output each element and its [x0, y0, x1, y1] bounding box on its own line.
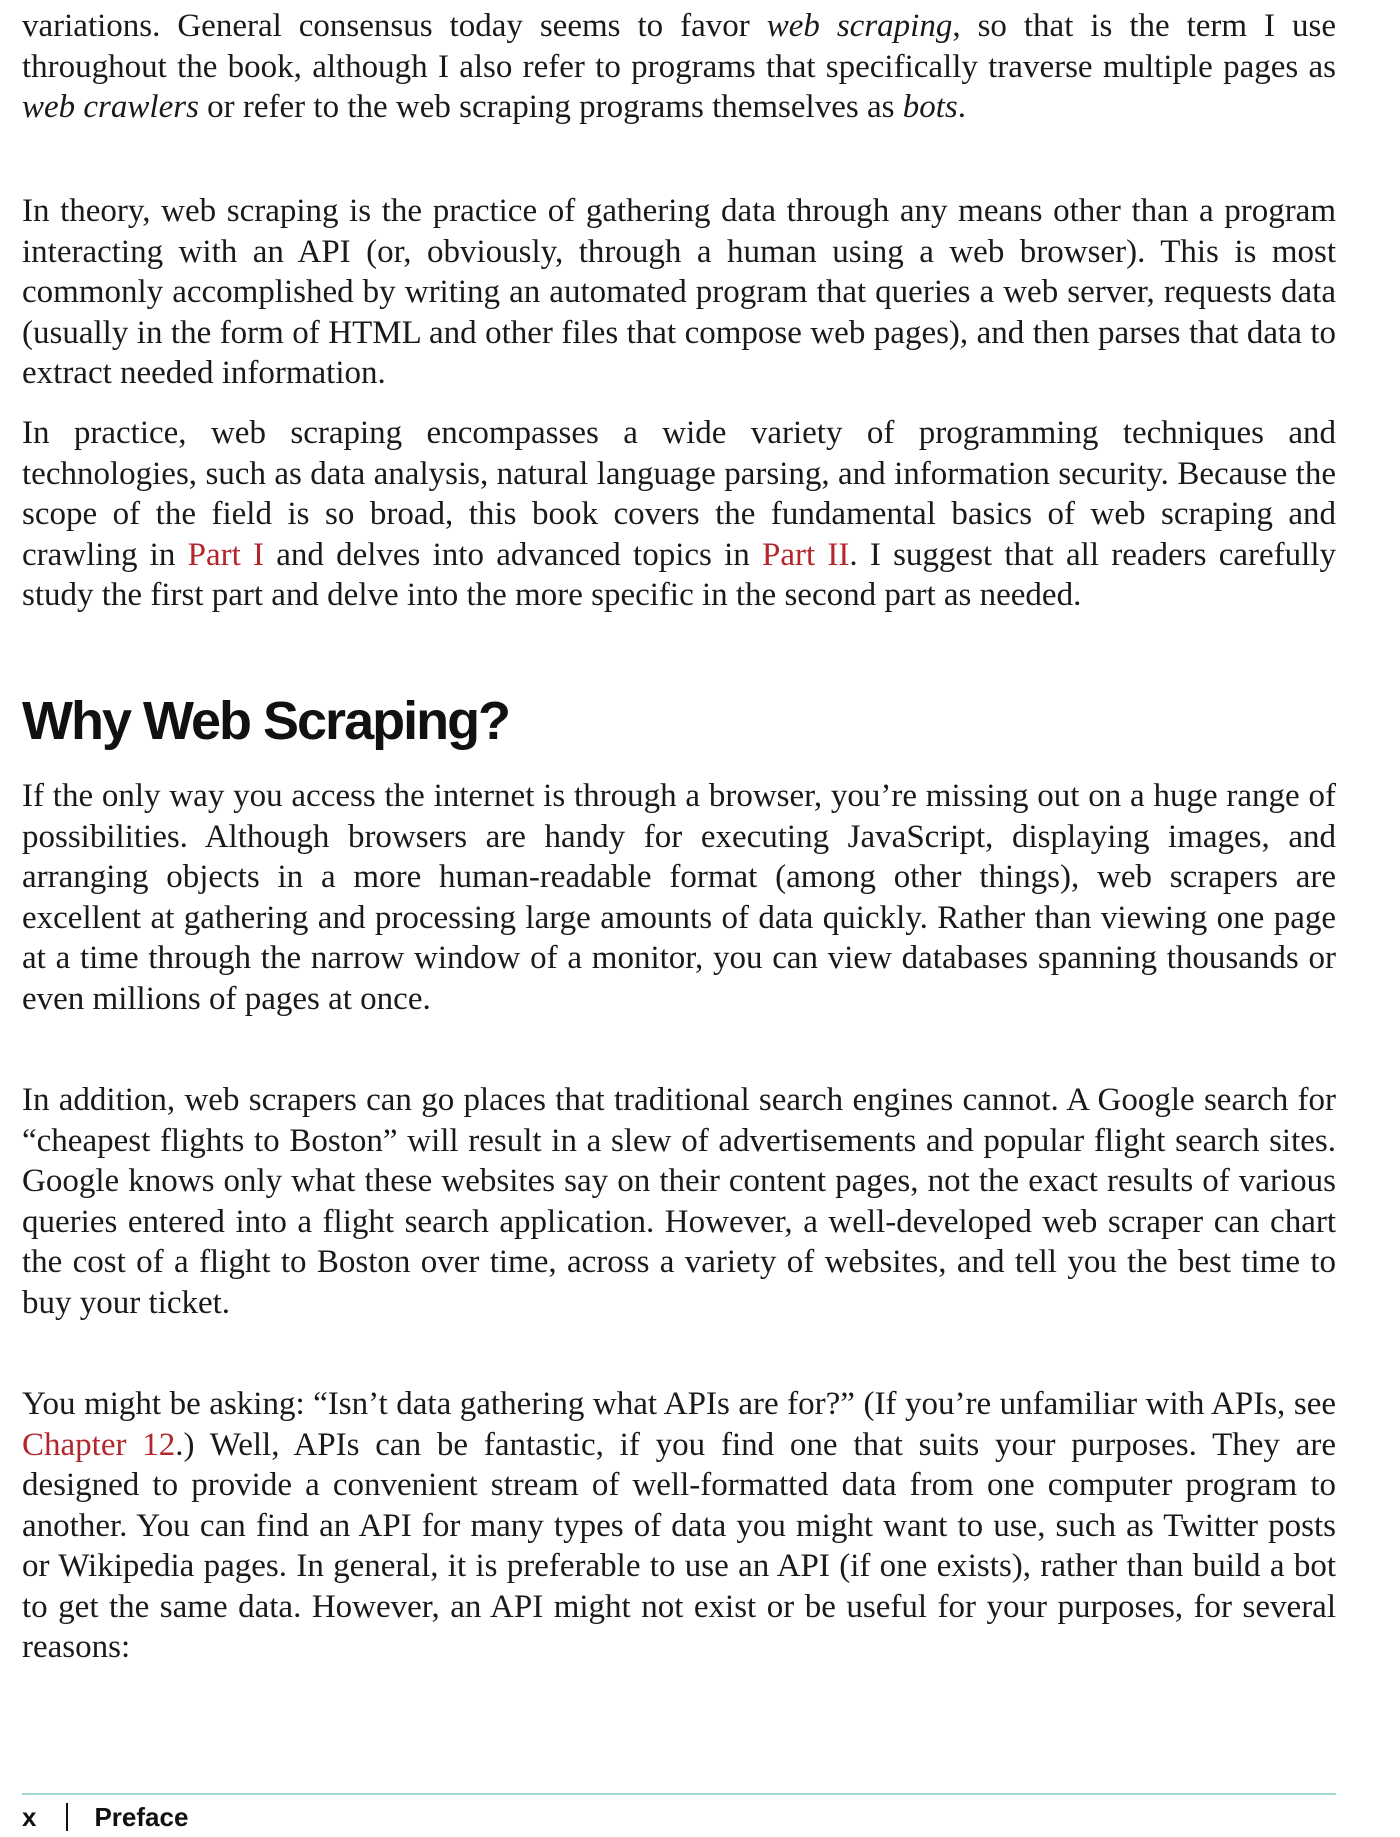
- text-run: and delves into advanced topics in: [263, 536, 762, 573]
- link-part-i[interactable]: Part I: [187, 536, 264, 573]
- page-footer: [22, 1800, 188, 1834]
- text-run: .) Well, APIs can be fantastic, if you find one that suits your purposes. They are designed to provide a convenient stream of well-formatted data from one computer program to another. You can find an API for many types of data you might want to use, such as Twitter posts or Wikipedia pages. In general, it is preferable to use an API (if one exists), rather than build a bot to get the same data. However, an API might not exist or be useful for your purposes, for several reasons:: [22, 1426, 1336, 1665]
- footer-separator: [66, 1803, 68, 1831]
- paragraph-browser-limits: If the only way you access the internet is through a browser, you’re missing out on a huge range of possibilities. Although browsers are handy for executing JavaScript, displaying images, and arranging objects in a more human-readable format (among other things), web scrapers are excellent at gathering and processing large amounts of data quickly. Rather than viewing one page at a time through the narrow window of a monitor, you can view databases spanning thousands or even millions of pages at once.: [22, 778, 1336, 1017]
- text-run: .: [957, 89, 966, 125]
- paragraph-in-practice: [22, 413, 1336, 616]
- text-run: In practice, web scraping encompasses a wide variety of programming techniques and technologies, such as data analysis, natural language parsing, and information security. Because the scope of the field is so broad, this book covers the fundamental basics of web scraping and crawling in: [22, 415, 1336, 573]
- paragraph-terminology: [22, 6, 1336, 128]
- italic-term-bots: bots: [902, 89, 958, 125]
- page-number: x: [22, 1802, 37, 1832]
- text-run: or refer to the web scraping programs themselves as: [198, 89, 903, 125]
- footer-section-title: Preface: [94, 1802, 189, 1832]
- paragraph-in-theory: In theory, web scraping is the practice of gathering data through any means other than a program interacting with an API (or, obviously, through a human using a web browser). This is most commonly accomplished by writing an automated program that queries a web server, requests data (usually in the form of HTML and other files that compose web pages), and then parses that data to extract needed information.: [22, 193, 1336, 391]
- text-run: , so that is the term I use throughout the book, although I also refer to programs that specifically traverse multiple pages as: [22, 8, 1337, 85]
- footer-divider: [22, 1793, 1336, 1795]
- paragraph-apis: [22, 1384, 1336, 1668]
- book-page: [22, 0, 1336, 1837]
- italic-term-web-scraping: web scraping: [766, 8, 953, 44]
- link-part-ii[interactable]: Part II: [762, 536, 850, 573]
- link-chapter-12[interactable]: Chapter 12: [22, 1426, 176, 1463]
- section-heading: Why Web Scraping?: [22, 691, 510, 751]
- text-run: . I suggest that all readers carefully study the first part and delve into the more specific in the second part as needed.: [22, 536, 1337, 613]
- text-run: You might be asking: “Isn’t data gathering what APIs are for?” (If you’re unfamiliar with APIs, see: [22, 1386, 1336, 1422]
- italic-term-web-crawlers: web crawlers: [22, 89, 199, 125]
- paragraph-search-engines: In addition, web scrapers can go places that traditional search engines cannot. A Google search for “cheapest flights to Boston” will result in a slew of advertisements and popular flight search sites. Google knows only what these websites say on their content pages, not the exact results of various queries entered into a flight search application. However, a well-developed web scraper can chart the cost of a flight to Boston over time, across a variety of websites, and tell you the best time to buy your ticket.: [22, 1082, 1336, 1321]
- text-run: variations. General consensus today seems to favor: [22, 8, 767, 44]
